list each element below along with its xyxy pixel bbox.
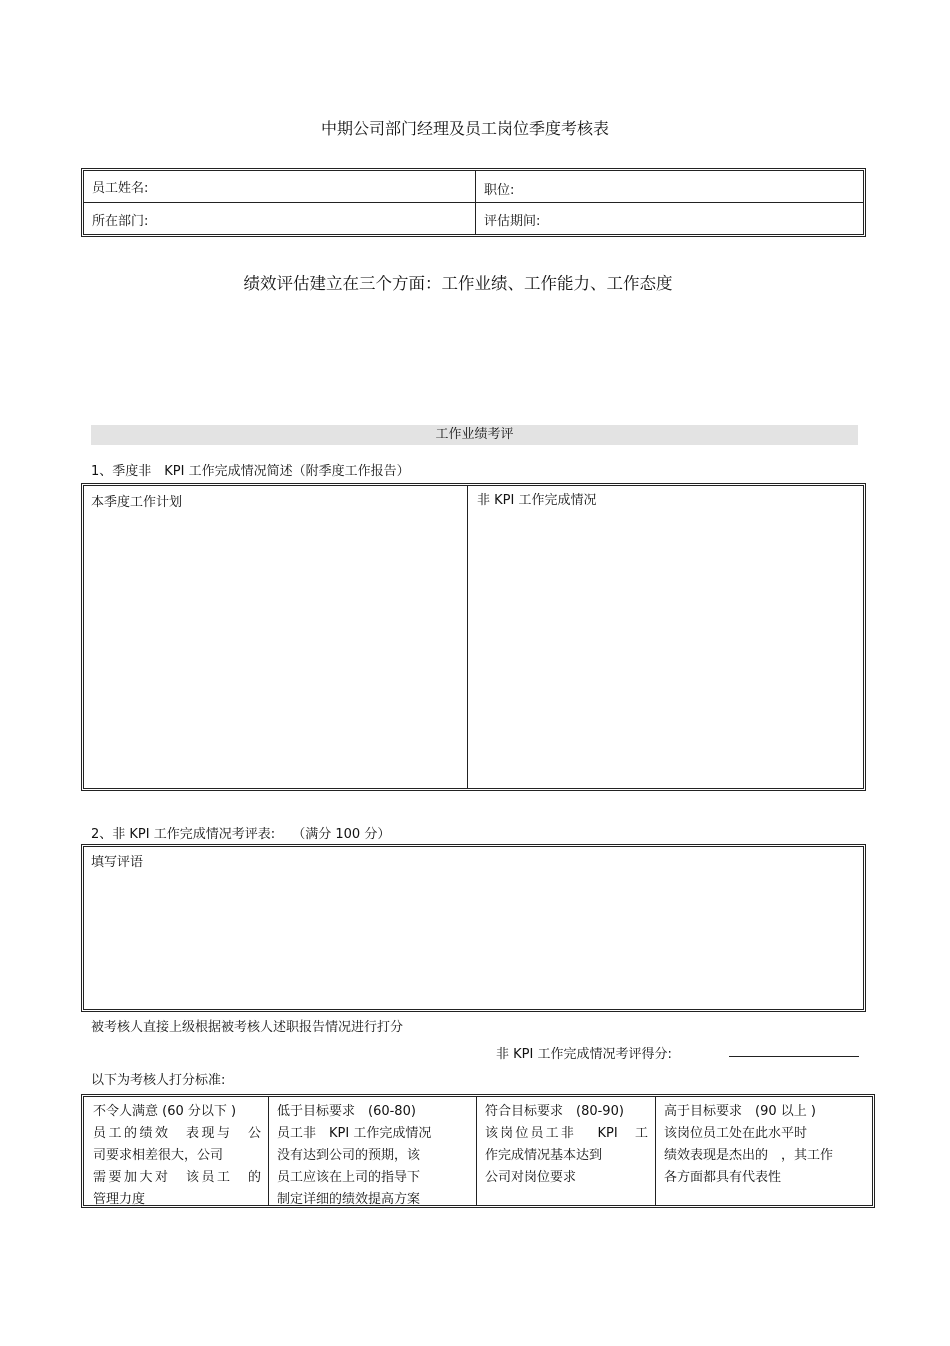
table-divider	[84, 202, 863, 203]
non-kpi-completion-header: 非 KPI 工作完成情况	[477, 493, 597, 508]
criteria-line: 高于目标要求 (90 以上 )	[664, 1104, 816, 1119]
comment-box-header: 填写评语	[91, 855, 144, 870]
criteria-line: 各方面都具有代表性	[664, 1170, 782, 1185]
comment-input[interactable]	[86, 871, 861, 1007]
criteria-line: 员工应该在上司的指导下	[277, 1170, 421, 1185]
criteria-intro: 以下为考核人打分标准:	[91, 1073, 226, 1088]
criteria-above-target	[657, 1097, 872, 1205]
employee-info-table	[81, 168, 866, 237]
criteria-line: 该岗位员工处在此水平时	[664, 1126, 808, 1141]
criteria-line: 低于目标要求 (60-80)	[277, 1104, 416, 1119]
criteria-line: 作完成情况基本达到	[485, 1148, 603, 1163]
criteria-line: 没有达到公司的预期，该	[277, 1148, 421, 1163]
criteria-meets-target	[478, 1097, 655, 1205]
criteria-unsatisfactory	[86, 1097, 268, 1205]
criteria-line: 不令人满意 (60 分以下 )	[93, 1104, 237, 1119]
page-title: 中期公司部门经理及员工岗位季度考核表	[320, 119, 609, 138]
scoring-criteria-table	[81, 1094, 875, 1208]
table-divider	[467, 486, 468, 788]
criteria-line: 员工的绩效 表现与 公	[93, 1126, 261, 1141]
scoring-note: 被考核人直接上级根据被考核人述职报告情况进行打分	[91, 1020, 404, 1035]
evaluation-aspects-heading: 绩效评估建立在三个方面：工作业绩、工作能力、工作态度	[243, 274, 673, 293]
criteria-line: 管理力度	[93, 1192, 146, 1207]
criteria-line: 该岗位员工非 KPI 工	[485, 1126, 648, 1141]
criteria-line: 绩效表现是杰出的 ，其工作	[664, 1148, 834, 1163]
quarter-plan-header: 本季度工作计划	[91, 495, 183, 510]
table-divider	[476, 1097, 477, 1205]
section-band: 工作业绩考评	[91, 425, 858, 445]
criteria-line: 需要加大对 该员工 的	[93, 1170, 261, 1185]
part2-heading: 2、非 KPI 工作完成情况考评表: （满分 100 分）	[91, 827, 391, 842]
comment-box	[81, 844, 866, 1012]
criteria-line: 员工非 KPI 工作完成情况	[277, 1126, 432, 1141]
criteria-line: 符合目标要求 (80-90)	[485, 1104, 624, 1119]
table-divider	[268, 1097, 269, 1205]
period-field[interactable]: 评估期间:	[484, 214, 541, 229]
department-field[interactable]: 所在部门:	[92, 214, 149, 229]
criteria-line: 公司对岗位要求	[485, 1170, 577, 1185]
table-divider	[655, 1097, 656, 1205]
criteria-line: 制定详细的绩效提高方案	[277, 1192, 421, 1207]
score-label: 非 KPI 工作完成情况考评得分:	[496, 1047, 672, 1062]
quarterly-work-table	[81, 483, 866, 791]
criteria-below-target	[270, 1097, 476, 1205]
score-input-line[interactable]	[729, 1056, 859, 1057]
part1-heading: 1、季度非 KPI 工作完成情况简述（附季度工作报告）	[91, 464, 410, 479]
employee-name-field[interactable]: 员工姓名:	[92, 181, 149, 196]
quarter-plan-input[interactable]	[86, 512, 464, 786]
position-field[interactable]: 职位:	[484, 183, 515, 198]
non-kpi-completion-input[interactable]	[471, 512, 861, 786]
criteria-line: 司要求相差很大，公司	[93, 1148, 224, 1163]
